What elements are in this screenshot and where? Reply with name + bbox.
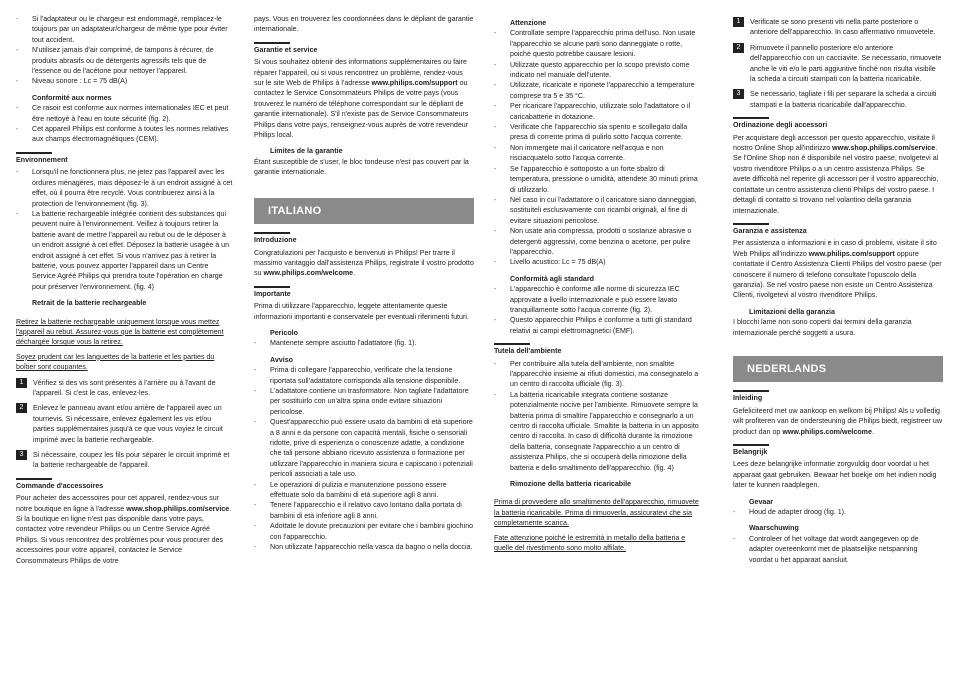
step-2: [16, 403, 234, 445]
list-item: - Utilizzate questo apparecchio per lo scopo previsto come indicato nel manuale dell'utente.: [494, 60, 700, 81]
shop-link[interactable]: www.shop.philips.com/service: [126, 504, 230, 513]
step-text: Si nécessaire, coupez les fils pour séparer le circuit imprimé et la batterie rechargeable de l'appareil.: [33, 451, 230, 470]
warning-paragraph: Soyez prudent car les languettes de la batterie et les parties du boîtier sont coupantes.: [16, 352, 215, 372]
list-item: - Non usate aria compressa, prodotti o sostanze abrasive o detergenti aggressivi, come benzina o acetone, per pulire l'apparecchio.: [494, 226, 700, 257]
step-number: 3: [733, 89, 744, 99]
paragraph: [733, 238, 943, 300]
paragraph: Étant susceptible de s'user, le bloc tondeuse n'est pas couvert par la garantie internationale.: [254, 157, 469, 177]
list-item: - Quest'apparecchio può essere usato da bambini di età superiore a 8 anni e da persone con capacità mentali, fisiche o sensoriali ridotte, prive di esperienza o conoscenze adatte, a condizione che tali persone abbiano ricevuto assistenza o formazione per utilizzare l'apparecchio in maniera sicura e capiscano i potenziali pericoli associati a tale uso.: [254, 417, 474, 479]
paragraph: Lees deze belangrijke informatie zorgvuldig door voordat u het apparaat gaat gebruiken. Bewaar het boekje om het indien nodig later te kunnen raadplegen.: [733, 460, 937, 490]
list-item: - Non immergete mai il caricatore nell'acqua e non risciacquatelo sotto l'acqua corrente.: [494, 143, 700, 164]
list-item: - Prima di collegare l'apparecchio, verificate che la tensione riportata sull'adattatore corrisponda alla tensione disponibile.: [254, 365, 474, 386]
language-banner: NEDERLANDS: [733, 356, 943, 382]
list-item: - Livello acustico: Lc = 75 dB(A): [494, 257, 700, 267]
text: . Si la boutique en ligne n'est pas disponible dans votre pays, contactez votre revendeur Philips ou un Centre Service Agréé Philips. Si vous rencontrez des problèmes pour vous procurer des accessoires pour votre appareil, contactez le Service Consommateurs Philips de votre: [16, 504, 232, 565]
step-text: Vérifiez si des vis sont présentes à l'arrière ou à l'avant de l'appareil. Si c'est le cas, enlevez-les.: [33, 378, 216, 397]
text: ou contactez le Service Consommateurs Philips de votre pays (vous trouverez le numéro de téléphone correspondant sur le dépliant de garantie internationale). S'il n'existe pas de Service Consommateurs Philips dans votre pays, renseignez-vous auprès de votre revendeur Philips local.: [254, 79, 469, 140]
column-2: [254, 14, 474, 552]
paragraph: Prima di utilizzare l'apparecchio, leggete attentamente queste informazioni importanti e conservatele per eventuali riferimenti futuri.: [254, 302, 469, 321]
language-banner: ITALIANO: [254, 198, 474, 224]
section-heading: Commande d'accessoires: [16, 478, 234, 491]
step-1: [733, 17, 943, 38]
column-3: [494, 14, 700, 554]
section-heading: Importante: [254, 286, 474, 299]
section-heading: Ordinazione degli accessori: [733, 117, 943, 130]
text: . Se l'Online Shop non è disponibile nel vostro paese, rivolgetevi al vostro rivenditore Philips o a un centro assistenza Philips. Se avete difficoltà nel reperire gli accessori per il vostro apparecchio, contattate un centro assistenza clienti Philips del vostro paese. I dettagli di contatto si trovano nel volantino della garanzia internazionale.: [733, 144, 939, 215]
paragraph: [733, 406, 943, 437]
section-heading: Waarschuwing: [749, 524, 799, 533]
list-item: - Niveau sonore : Lc = 75 dB(A): [16, 76, 234, 86]
support-link[interactable]: www.philips.com/support: [371, 79, 458, 88]
section-heading: Tutela dell'ambiente: [494, 343, 700, 356]
list-item: - Verificate che l'apparecchio sia spento e scollegato dalla presa di corrente prima di pulirlo sotto l'acqua corrente.: [494, 122, 700, 143]
step-text: Enlevez le panneau avant et/ou arrière de l'appareil avec un tournevis. Si nécessaire, enlevez également les vis et/ou parties supplémentaires jusqu'à ce que vous voyiez le circuit imprimé avec la batterie rechargeable.: [33, 404, 223, 444]
paragraph: [733, 133, 943, 216]
text: oppure contattate il Centro Assistenza Clienti Philips del vostro paese (per conoscere il numero di telefono consultate l'opuscolo della garanzia). Se nel vostro paese non esiste un Centro Assistenza Clienti, rivolgetevi al vostro rivenditore Philips.: [733, 249, 942, 300]
warning-paragraph: Prima di provvedere allo smaltimento dell'apparecchio, rimuovete la batteria ricaricabile. Prima di rimuoverla, assicuratevi che sia completamente scarica.: [494, 498, 699, 528]
step-number: 3: [16, 450, 27, 460]
step-2: [733, 43, 943, 85]
step-text: Rimuovete il pannello posteriore e/o anteriore dell'apparecchio con un cacciavite. Se necessario, rimuovete anche le viti e/o le parti aggiuntive finché non risulta visibile la scheda a circuiti stampati con la batteria ricaricabile.: [750, 43, 942, 84]
step-text: Se necessario, tagliate i fili per separare la scheda a circuiti stampati e la batteria ricaricabile dall'apparecchio.: [750, 90, 937, 109]
paragraph: [16, 493, 234, 566]
text: .: [353, 269, 356, 278]
section-heading: Limites de la garantie: [270, 147, 343, 156]
list-item: - Controllate sempre l'apparecchio prima dell'uso. Non usate l'apparecchio se alcune parti sono danneggiate o rotte, poiché questo potrebbe causare lesioni.: [494, 28, 700, 59]
text: Congratulazioni per l'acquisto e benvenuti in Philips! Per trarre il massimo vantaggio dall'assistenza Philips, registrate il vostro prodotto su: [254, 248, 474, 278]
text: Per assistenza o informazioni e in caso di problemi, visitate il sito Web Philips all'indirizzo: [733, 239, 937, 258]
section-heading: Conformité aux normes: [32, 93, 112, 102]
welcome-link[interactable]: www.philips.com/welcome: [782, 427, 872, 436]
step-3: [733, 89, 943, 110]
warning-paragraph: Fate attenzione poiché le estremità in metallo della batteria e quelle del rivestimento sono molto affilate.: [494, 533, 686, 553]
paragraph: [254, 248, 474, 279]
section-heading: Inleiding: [733, 390, 943, 403]
list-item: - L'apparecchio è conforme alle norme di sicurezza IEC approvate a livello internazionale e può essere lavato tranquillamente sotto l'acqua corrente (fig. 2).: [494, 284, 700, 315]
section-heading: Retrait de la batterie rechargeable: [32, 299, 147, 308]
text: Per acquistare degli accessori per questo apparecchio, visitate il nostro Online Shop all'indirizzo: [733, 133, 935, 153]
step-number: 2: [16, 403, 27, 413]
warning-paragraph: Retirez la batterie rechargeable uniquement lorsque vous mettez l'appareil au rebut. Assurez-vous que la batterie est complètement déchargée lorsque vous la retirez.: [16, 317, 224, 347]
list-item: - Mantenete sempre asciutto l'adattatore (fig. 1).: [254, 338, 474, 348]
step-number: 1: [733, 17, 744, 27]
list-item: - Nel caso in cui l'adattatore o il caricatore siano danneggiati, sostituiteli esclusivamente con ricambi originali, al fine di evitare situazioni pericolose.: [494, 195, 700, 226]
text: .: [871, 427, 874, 436]
list-item: - Per ricaricare l'apparecchio, utilizzate solo l'adattatore o il caricabatterie in dotazione.: [494, 101, 700, 122]
list-item: - L'adattatore contiene un trasformatore. Non tagliate l'adattatore per sostituirlo con un'altra spina onde evitare situazioni pericolose.: [254, 386, 474, 417]
column-1: [16, 14, 234, 566]
list-item: - Le operazioni di pulizia e manutenzione possono essere effettuate solo da bambini di età superiore agli 8 anni.: [254, 480, 474, 501]
section-heading: Environnement: [16, 152, 234, 165]
list-item: - Ce rasoir est conforme aux normes internationales IEC et peut être nettoyé à l'eau en toute sécurité (fig. 2).: [16, 103, 234, 124]
section-heading: Garantie et service: [254, 42, 474, 55]
step-number: 2: [733, 43, 744, 53]
list-item: - Controleer of het voltage dat wordt aangegeven op de adapter overeenkomt met de plaatselijke netspanning voordat u het apparaat aansluit.: [733, 534, 943, 565]
list-item: - Adottate le dovute precauzioni per evitare che i bambini giochino con l'apparecchio.: [254, 521, 474, 542]
list-item: - N'utilisez jamais d'air comprimé, de tampons à récurer, de produits abrasifs ou de détergents agressifs tels que de l'essence ou de l'acétone pour nettoyer l'appareil.: [16, 45, 234, 76]
list-item: - Se l'apparecchio è sottoposto a un forte sbalzo di temperatura, pressione o umidità, attendete 30 minuti prima di utilizzarlo.: [494, 164, 700, 195]
column-4: [733, 14, 943, 565]
paragraph: pays. Vous en trouverez les coordonnées dans le dépliant de garantie internationale.: [254, 15, 474, 34]
list-item: - La batterie rechargeable intégrée contient des substances qui peuvent nuire à l'environnement. Veillez à toujours retirer la batterie avant de mettre l'appareil au rebut ou de le déposer à un endroit assigné à cet effet. Déposez la batterie usagée à un endroit assigné à cet effet. Si vous n'arrivez pas à retirer la batterie, vous pouvez apporter l'appareil dans un Centre Service Agréé Philips qui prendra toute l'opération en charge pour préserver l'environnement. (fig. 4): [16, 209, 234, 292]
section-heading: Gevaar: [749, 497, 774, 506]
section-heading: Garanzia e assistenza: [733, 223, 943, 236]
list-item: - Utilizzate, ricaricate e riponete l'apparecchio a temperature comprese tra 5 e 35 °C.: [494, 80, 700, 101]
list-item: - Questo apparecchio Philips è conforme a tutti gli standard relativi ai campi elettromagnetici (EMF).: [494, 315, 700, 336]
list-item: - La batteria ricaricabile integrata contiene sostanze potenzialmente nocive per l'ambiente. Rimuovete sempre la batteria prima di smaltire l'apparecchio e consegnarlo a un centro di raccolta ufficiale. Smaltite la batteria in un apposito centro di raccolta. In caso di difficoltà durante la rimozione della batteria, consegnate l'apparecchio a un centro di assistenza Philips, che si occuperà della rimozione della batteria e dello smaltimento dell'apparecchio. (fig. 4): [494, 390, 700, 473]
step-1: [16, 378, 234, 399]
step-number: 1: [16, 378, 27, 388]
section-heading: Introduzione: [254, 232, 474, 245]
step-3: [16, 450, 234, 471]
section-heading: Limitazioni della garanzia: [749, 307, 835, 316]
section-heading: Pericolo: [270, 328, 298, 337]
list-item: - Non utilizzate l'apparecchio nella vasca da bagno o nella doccia.: [254, 542, 474, 552]
text: Si vous souhaitez obtenir des informations supplémentaires ou faire réparer l'appareil, ou si vous rencontrez un problème, rendez-vous sur le site Web de Philips à l'adresse: [254, 58, 467, 88]
list-item: - Si l'adaptateur ou le chargeur est endommagé, remplacez-le toujours par un adaptateur/chargeur de même type pour éviter tout accident.: [16, 14, 234, 45]
welcome-link[interactable]: www.philips.com/welcome: [263, 269, 354, 278]
list-item: - Cet appareil Philips est conforme à toutes les normes relatives aux champs électromagnétiques (CEM).: [16, 124, 234, 145]
paragraph: I blocchi lame non sono coperti dai termini della garanzia internazionale perché soggetti a usura.: [733, 318, 912, 337]
list-item: - Tenere l'apparecchio e il relativo cavo lontano dalla portata di bambini di età inferiore agli 8 anni.: [254, 500, 474, 521]
step-text: Verificate se sono presenti viti nella parte posteriore o anteriore dell'apparecchio. In caso affermativo rimuovetele.: [750, 18, 936, 37]
list-item: - Per contribuire alla tutela dell'ambiente, non smaltite l'apparecchio insieme ai rifiuti domestici, ma consegnatelo a un centro di raccolta ufficiale (fig. 3).: [494, 359, 700, 390]
section-heading: Conformità agli standard: [510, 274, 594, 283]
section-heading: Avviso: [270, 355, 293, 364]
list-item: - Lorsqu'il ne fonctionnera plus, ne jetez pas l'appareil avec les ordures ménagères, mais déposez-le à un endroit assigné à cet effet, où il pourra être recyclé. Vous contribuerez ainsi à la protection de l'environnement (fig. 3).: [16, 167, 234, 209]
section-heading: Rimozione della batteria ricaricabile: [510, 480, 632, 489]
paragraph: [254, 57, 474, 140]
support-link[interactable]: www.philips.com/support: [808, 249, 895, 258]
text: Pour acheter des accessoires pour cet appareil, rendez-vous sur notre boutique en ligne à l'adresse: [16, 494, 220, 513]
section-heading: Attenzione: [510, 19, 547, 27]
text: Gefeliciteerd met uw aankoop en welkom bij Philips! Als u volledig wilt profiteren van de ondersteuning die Philips biedt, registreer uw product dan op: [733, 406, 942, 436]
section-heading: Belangrijk: [733, 444, 943, 457]
shop-link[interactable]: www.shop.philips.com/service: [832, 144, 936, 153]
list-item: - Houd de adapter droog (fig. 1).: [733, 507, 943, 517]
